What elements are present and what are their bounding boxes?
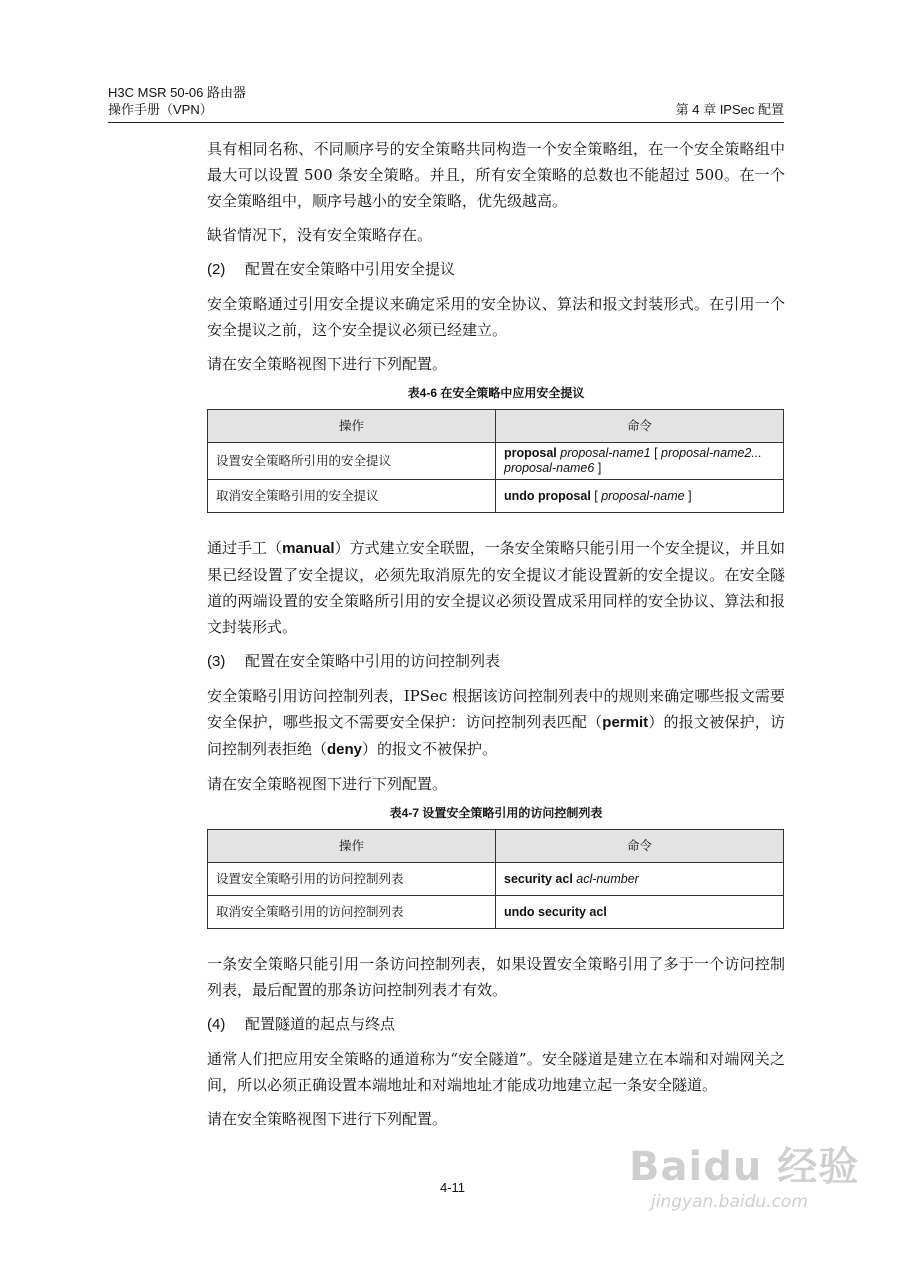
table-row [208,480,784,513]
paragraph: 具有相同名称、不同顺序号的安全策略共同构造一个安全策略组，在一个安全策略组中最大可以设置 500 条安全策略。并且，所有安全策略的总数也不能超过 500。在一个安全策略组中，顺序号越小的安全策略，优先级越高。 [207,140,785,210]
command-keyword: proposal [504,446,557,460]
table-row [208,896,784,929]
section-title: 配置在安全策略中引用的访问控制列表 [245,652,501,670]
command-cell [496,896,784,929]
section-title: 配置隧道的起点与终点 [245,1015,396,1033]
keyword-manual: manual [282,540,335,557]
table-caption: 表4-7 设置安全策略引用的访问控制列表 [389,806,603,820]
paragraph: 缺省情况下，没有安全策略存在。 [207,226,433,244]
column-header-command: 命令 [496,410,784,443]
baidu-logo-icon: Baidu 经验 [629,1144,860,1190]
command-syntax: ] [594,461,602,475]
page-header [108,84,784,118]
text-run: ）方式建立安全联盟，一条安全策略只能引用一个安全提议，并且如果已经设置了安全提议，必须先取消原先的安全提议才能设置新的安全提议。在安全隧道的两端设置的安全策略所引用的安全提议必须设置成采用同样的安全协议、算法和报文封装形式。 [207,539,785,636]
command-cell [496,443,784,480]
header-product: H3C MSR 50-06 路由器 [108,85,246,100]
operation-cell: 取消安全策略引用的安全提议 [208,480,496,513]
watermark-url: jingyan.baidu.com [651,1192,808,1212]
section-number: (2) [207,261,226,278]
paragraph: 一条安全策略只能引用一条访问控制列表，如果设置安全策略引用了多于一个访问控制列表，最后配置的那条访问控制列表才有效。 [207,955,785,999]
command-cell [496,863,784,896]
header-divider [108,122,784,123]
table-header-row [208,830,784,863]
paragraph: 通常人们把应用安全策略的通道称为“安全隧道”。安全隧道是建立在本端和对端网关之间，所以必须正确设置本端地址和对端地址才能成功地建立起一条安全隧道。 [207,1050,785,1094]
section-number: (4) [207,1016,226,1033]
command-syntax: [ [590,488,602,503]
table-caption: 表4-6 在安全策略中应用安全提议 [407,386,585,400]
table-row [208,443,784,480]
paragraph: 请在安全策略视图下进行下列配置。 [207,1110,448,1128]
command-argument: proposal-name1 [560,446,651,460]
command-keyword: security acl [504,871,573,886]
column-header-operation: 操作 [208,410,496,443]
column-header-operation: 操作 [208,830,496,863]
operation-cell: 设置安全策略引用的访问控制列表 [208,863,496,896]
paragraph [207,683,785,763]
command-syntax: ] [684,488,692,503]
operation-cell: 设置安全策略所引用的安全提议 [208,443,496,480]
paragraph: 请在安全策略视图下进行下列配置。 [207,355,448,373]
command-keyword: undo security acl [504,904,607,919]
section-heading [207,648,785,675]
proposal-table [207,409,784,513]
command-keyword: undo proposal [504,488,591,503]
text-run: ）的报文被保护，访问控制列表拒绝（ [207,713,785,758]
text-run: ）的报文不被保护。 [362,740,498,758]
section-number: (3) [207,653,226,670]
operation-cell: 取消安全策略引用的访问控制列表 [208,896,496,929]
text-run: 安全策略引用访问控制列表，IPSec 根据该访问控制列表中的规则来确定哪些报文需要安全保护，哪些报文不需要安全保护：访问控制列表匹配（ [207,687,785,731]
table-header-row [208,410,784,443]
watermark [629,1142,869,1252]
text-run: 通过手工（ [207,539,283,557]
paragraph [207,535,785,640]
command-argument: acl-number [576,871,639,886]
keyword-deny: deny [327,741,363,758]
page-body [207,136,785,1140]
command-argument: proposal-name [601,488,685,503]
command-syntax: [ [650,446,662,460]
page-number: 4-11 [439,1180,466,1195]
header-chapter: 第 4 章 IPSec 配置 [675,102,784,117]
keyword-permit: permit [602,714,649,731]
header-manual: 操作手册（VPN） [108,102,213,117]
command-cell [496,480,784,513]
paragraph: 请在安全策略视图下进行下列配置。 [207,775,448,793]
column-header-command: 命令 [496,830,784,863]
section-heading [207,1011,785,1038]
table-row [208,863,784,896]
section-heading [207,256,785,283]
command-argument: proposal-name2... proposal-name6 [504,446,762,475]
paragraph: 安全策略通过引用安全提议来确定采用的安全协议、算法和报文封装形式。在引用一个安全提议之前，这个安全提议必须已经建立。 [207,295,785,339]
acl-table [207,829,784,929]
section-title: 配置在安全策略中引用安全提议 [245,260,456,278]
